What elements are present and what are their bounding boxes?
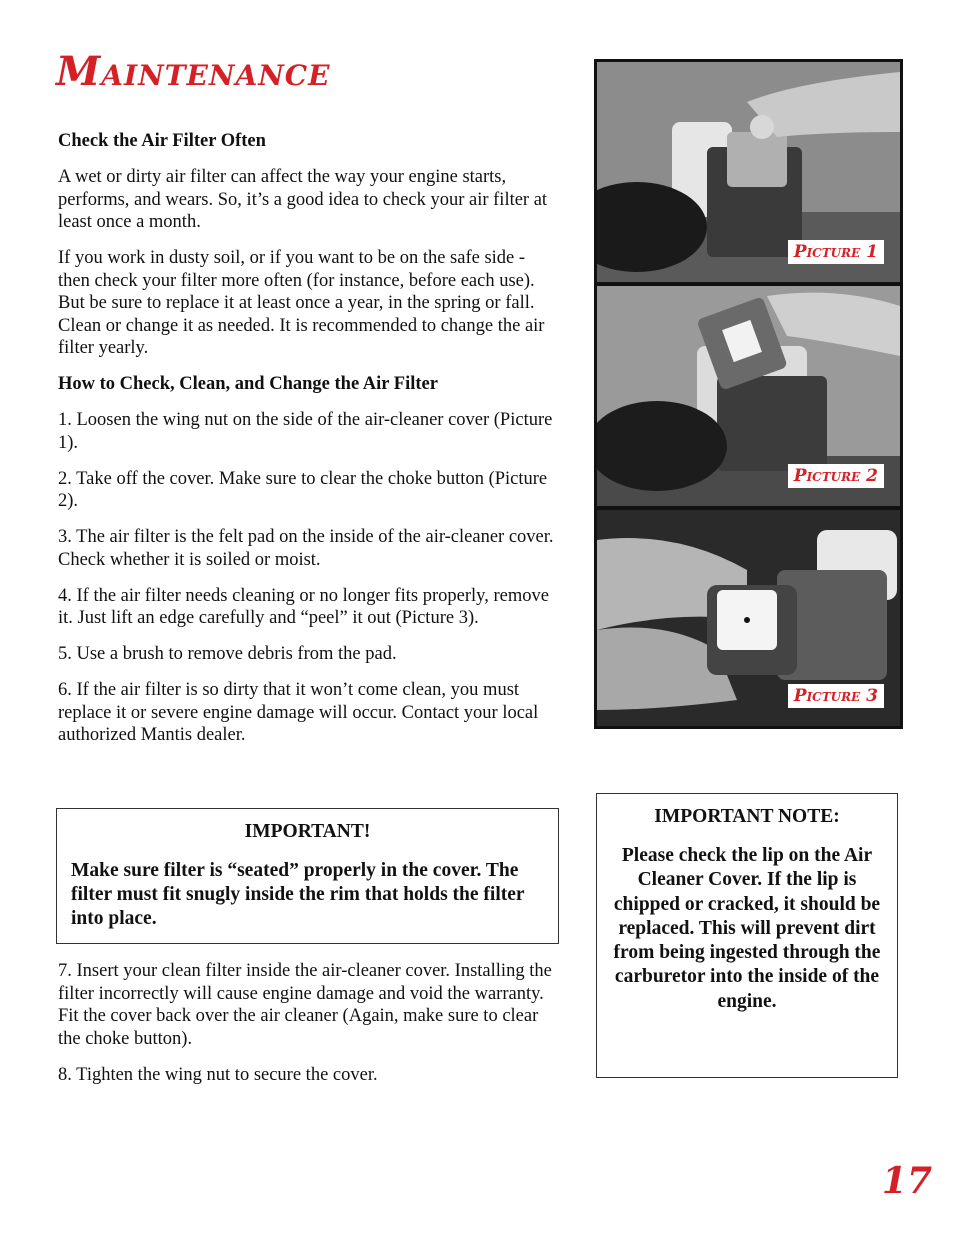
step-item: 5. Use a brush to remove debris from the pad. — [58, 644, 397, 664]
step-item: 7. Insert your clean filter inside the air-cleaner cover. Installing the filter incorrectly will cause engine damage and void the warranty. Fit the cover back over the air cleaner (Again, make sure to clear the choke button). — [58, 961, 552, 1049]
instructions-column — [58, 130, 558, 760]
step-item: 2. Take off the cover. Make sure to clear the choke button (Picture 2). — [58, 468, 548, 511]
picture-1-label: Picture 1 — [788, 240, 884, 264]
important-note-callout — [596, 793, 898, 1078]
step-item: 3. The air filter is the felt pad on the inside of the air-cleaner cover. Check whether it is soiled or moist. — [58, 527, 554, 570]
page-number: 17 — [881, 1160, 932, 1202]
photo-strip — [594, 59, 903, 729]
instructions-continued — [58, 960, 558, 1100]
picture-3-photo — [597, 510, 900, 726]
section-heading-how-to: How to Check, Clean, and Change the Air Filter — [58, 374, 438, 394]
step-item: 8. Tighten the wing nut to secure the cover. — [58, 1064, 378, 1085]
section-heading-check: Check the Air Filter Often — [58, 131, 266, 151]
paragraph: If you work in dusty soil, or if you want to be on the safe side - then check your filter more often (for instance, before each use). But be sure to replace it at least once a year, in the spring or fall. Clean or change it as needed. It is recommended to change the air filter yearly. — [58, 248, 545, 358]
picture-1-photo — [597, 62, 900, 282]
paragraph: A wet or dirty air filter can affect the way your engine starts, performs, and wears. So, it’s a good idea to check your air filter at least once a month. — [58, 167, 548, 232]
important-callout — [56, 808, 559, 944]
picture-2-label: Picture 2 — [788, 464, 884, 488]
picture-3-label: Picture 3 — [788, 684, 884, 708]
important-body: Make sure filter is “seated” properly in the cover. The filter must fit snugly inside the rim that holds the filter into place. — [71, 860, 525, 929]
note-body: Please check the lip on the Air Cleaner Cover. If the lip is chipped or cracked, it should be replaced. This will prevent dirt from being ingested through the carburetor into the inside of the engine. — [613, 845, 881, 1012]
step-item: 4. If the air filter needs cleaning or no longer fits properly, remove it. Just lift an edge carefully and “peel” it out (Picture 3). — [58, 585, 549, 628]
note-heading: IMPORTANT NOTE: — [654, 806, 840, 827]
picture-2-photo — [597, 286, 900, 506]
step-item: 6. If the air filter is so dirty that it won’t come clean, you must replace it or severe engine damage will occur. Contact your local authorized Mantis dealer. — [58, 680, 539, 745]
page-title: Maintenance — [56, 48, 331, 95]
step-item: 1. Loosen the wing nut on the side of the air-cleaner cover (Picture 1). — [58, 410, 553, 453]
important-heading: IMPORTANT! — [244, 821, 371, 842]
